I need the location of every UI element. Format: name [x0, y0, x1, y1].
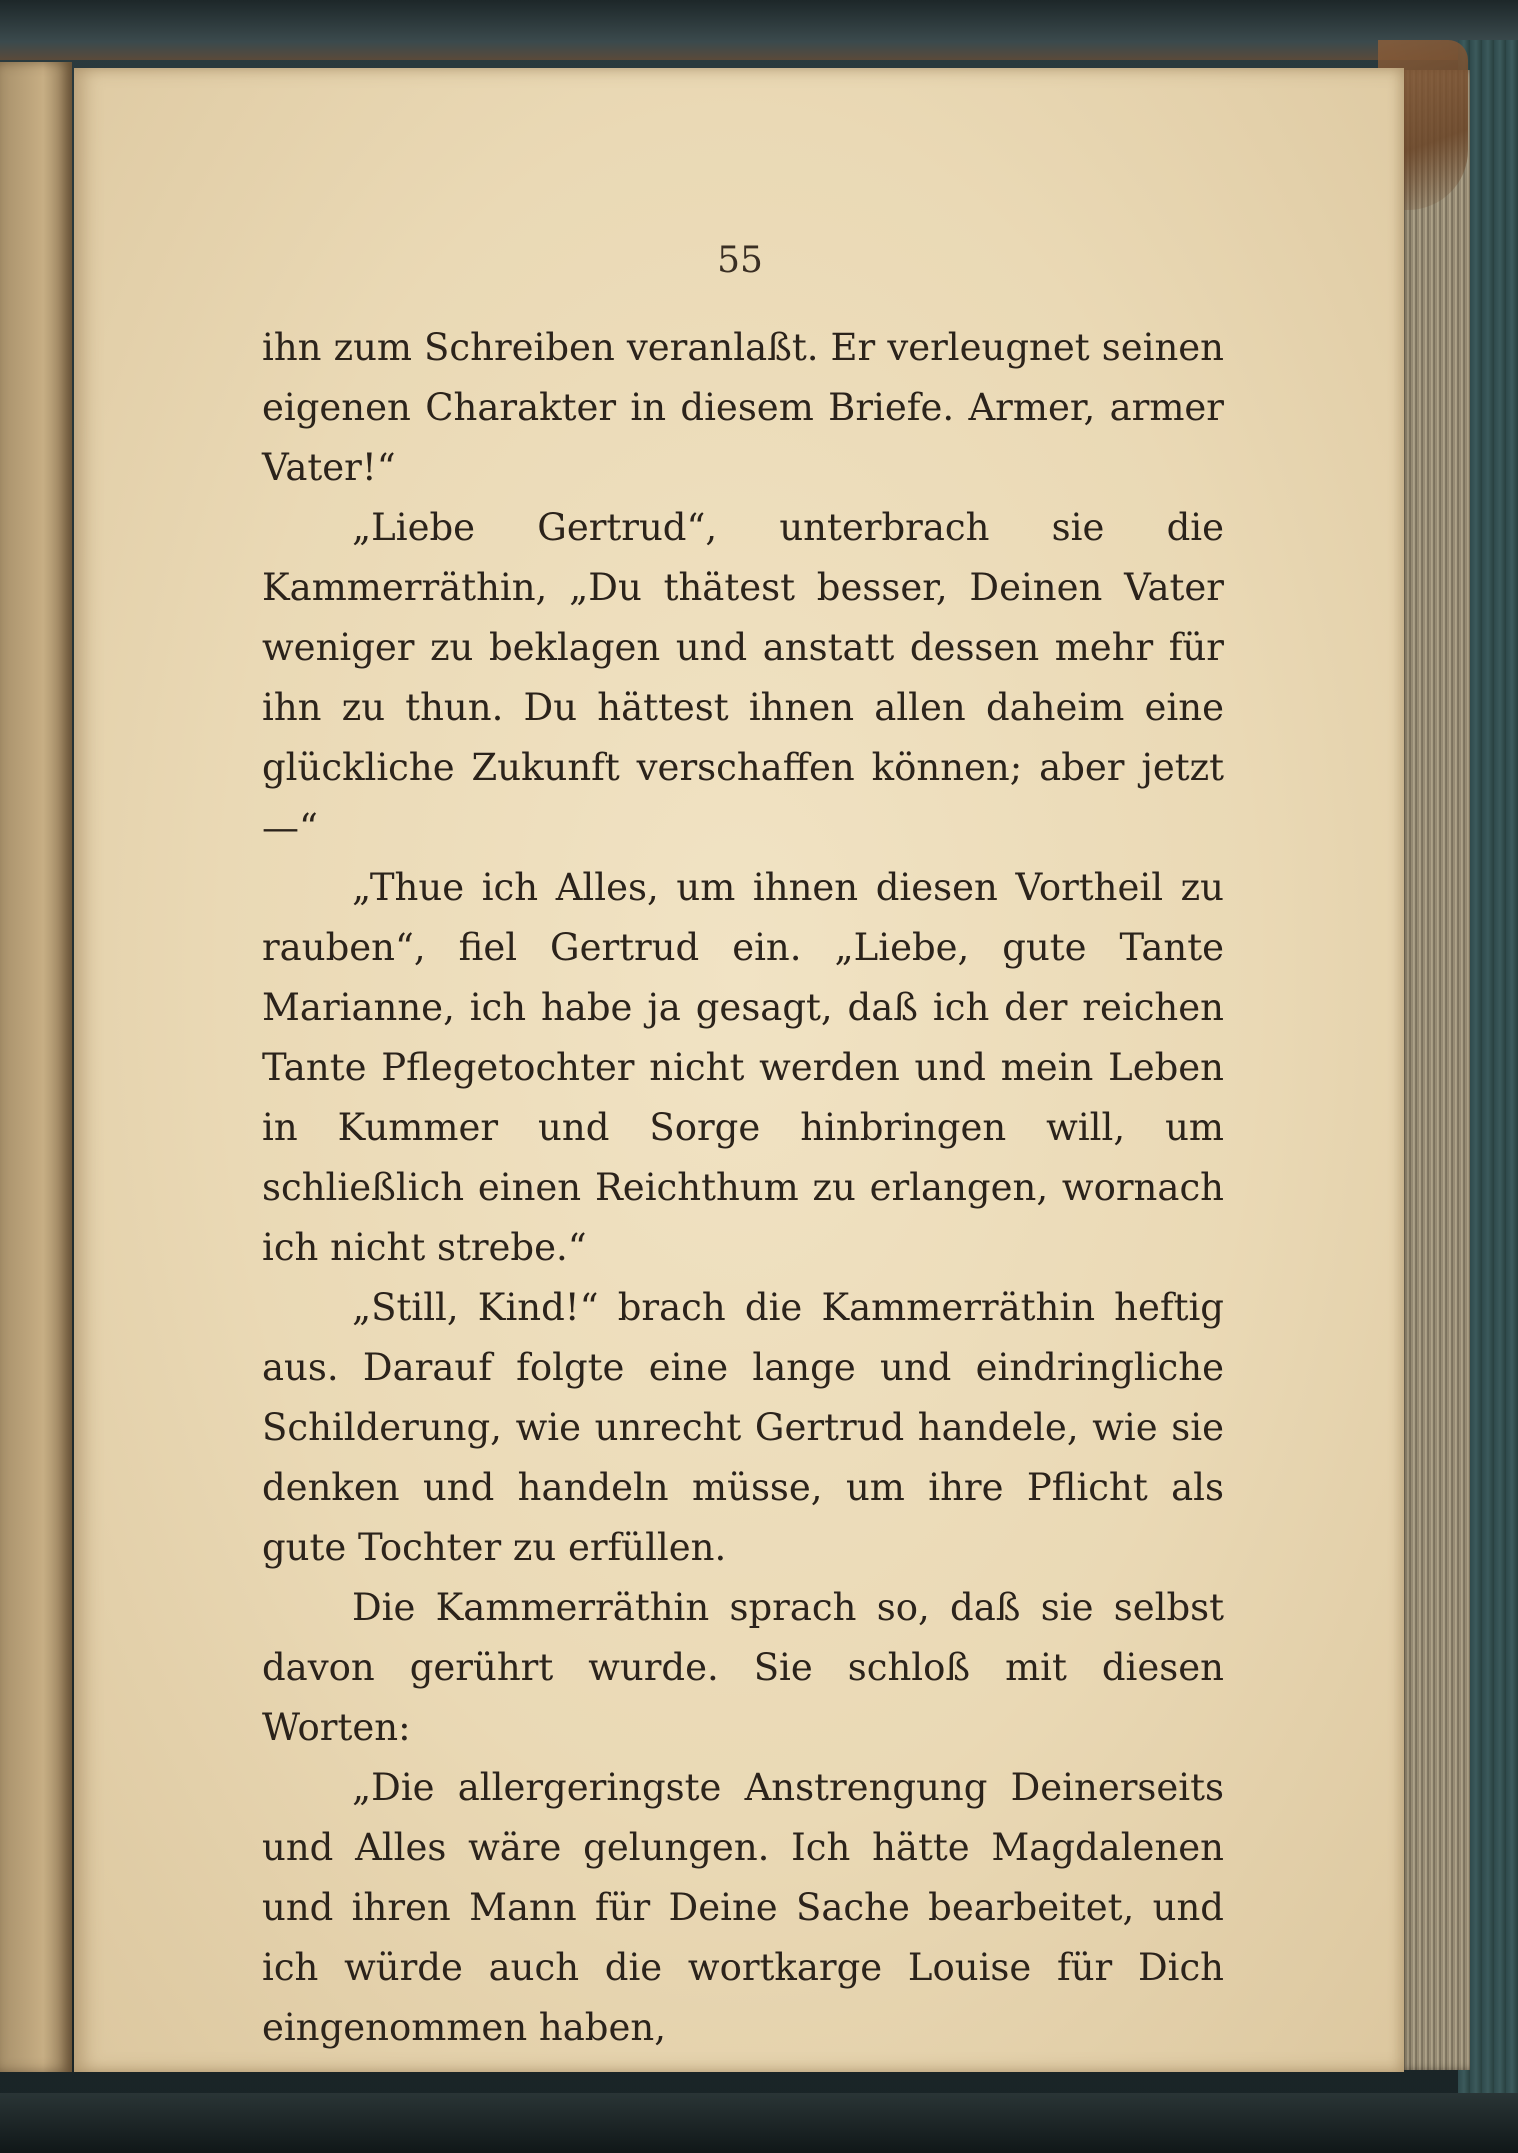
book-cover-bottom — [0, 2093, 1518, 2153]
page-block-edges — [1400, 70, 1470, 2070]
paragraph: „Die allergeringste Anstrengung Deinerseits und Alles wäre gelungen. Ich hätte Magdalenen und ihren Mann für Deine Sache bearbeitet, und ich würde auch die wortkarge Louise für Dich eingenommen haben, — [262, 1766, 1224, 2049]
paragraph: „Still, Kind!“ brach die Kammerräthin heftig aus. Darauf folgte eine lange und eindringliche Schilderung, wie unrecht Gertrud handele, wie sie denken und handeln müsse, um ihre Pflicht als gute Tochter zu erfüllen. — [262, 1286, 1224, 1569]
previous-page-edge — [0, 62, 72, 2072]
paragraph: „Liebe Gertrud“, unterbrach sie die Kammerräthin, „Du thätest besser, Deinen Vater weniger zu beklagen und anstatt dessen mehr für ihn zu thun. Du hättest ihnen allen daheim eine glückliche Zukunft verschaffen können; aber jetzt —“ — [262, 506, 1224, 849]
paragraph: ihn zum Schreiben veranlaßt. Er verleugnet seinen eigenen Charakter in diesem Briefe. Armer, armer Vater!“ — [262, 326, 1224, 489]
page-text — [262, 318, 1224, 2058]
paragraph: „Thue ich Alles, um ihnen diesen Vortheil zu rauben“, fiel Gertrud ein. „Liebe, gute Tante Marianne, ich habe ja gesagt, daß ich der reichen Tante Pflegetochter nicht werden und mein Leben in Kummer und Sorge hinbringen will, um schließlich einen Reichthum zu erlangen, wornach ich nicht strebe.“ — [262, 866, 1224, 1269]
page-number: 55 — [717, 240, 763, 281]
book-cover-top — [0, 0, 1518, 60]
paragraph: Die Kammerräthin sprach so, daß sie selbst davon gerührt wurde. Sie schloß mit diesen Worten: — [262, 1586, 1224, 1749]
